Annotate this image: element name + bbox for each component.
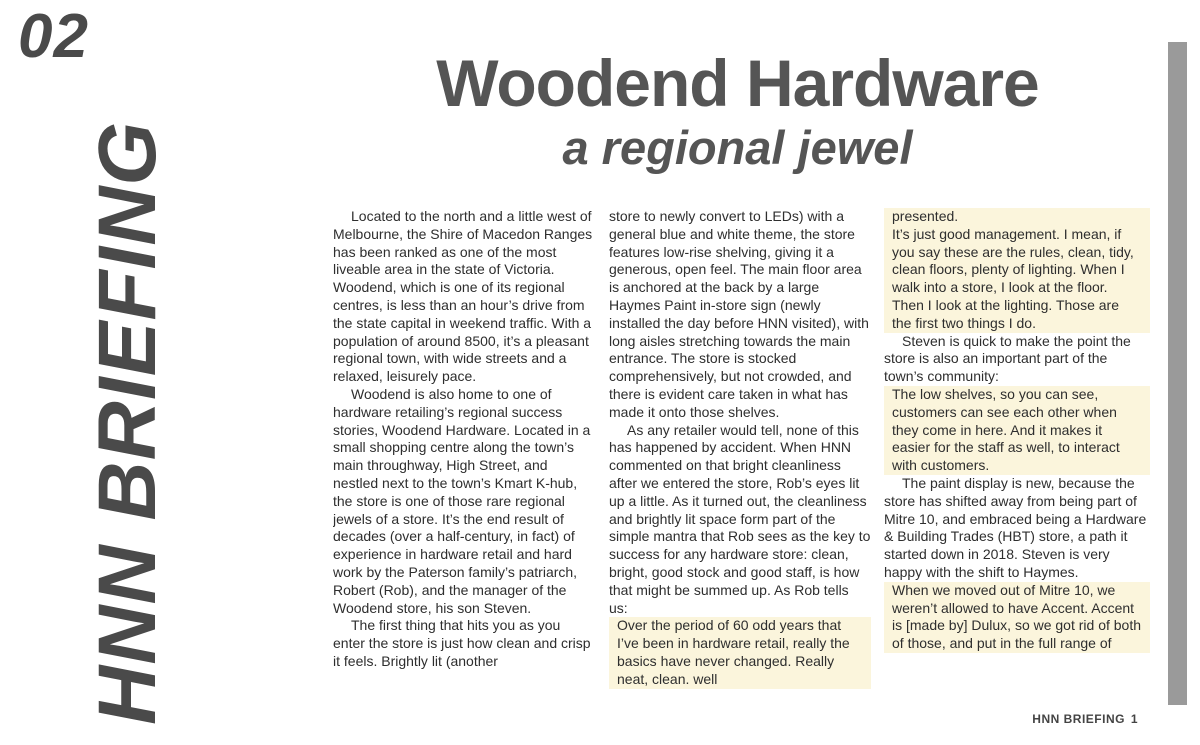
pull-quote: presented. — [884, 208, 1150, 226]
paragraph: Steven is quick to make the point the store is also an important part of the town’s community: — [884, 332, 1131, 385]
page-number: 1 — [1130, 712, 1138, 726]
text-column-1 — [333, 208, 595, 708]
article-title: Woodend Hardware — [436, 46, 1039, 120]
paragraph: The first thing that hits you as you enter the store is just how clean and crisp it feels. Brightly lit (another — [333, 617, 591, 669]
side-banner: HNN BRIEFING — [82, 120, 173, 725]
article-subtitle: a regional jewel — [562, 121, 913, 174]
footer-label: HNN BRIEFING — [1032, 712, 1125, 726]
page-footer — [1030, 712, 1138, 726]
section-number: 02 — [18, 2, 89, 71]
text-column-3 — [884, 208, 1150, 708]
pull-quote: Over the period of 60 odd years that I’ve been in hardware retail, really the basics have never changed. Really neat, clean. well — [609, 617, 871, 688]
paragraph: Woodend is also home to one of hardware retailing’s regional success stories, Woodend Hardware. Located in a small shopping centre along the town’s main throughway, High Street, and nestled next to the town’s Kmart K-hub, the store is one of those rare regional jewels of a store. It’s the end result of decades (over a half-century, in fact) of experience in hardware retail and hard work by the Paterson family’s patriarch, Robert (Rob), and the manager of the Woodend store, his son Steven. — [333, 385, 591, 616]
pull-quote: When we moved out of Mitre 10, we weren’t allowed to have Accent. Accent is [made by] Dulux, so we got rid of both of those, and put in the full range of — [884, 582, 1150, 653]
paragraph: The paint display is new, because the store has shifted away from being part of Mitre 10, and embraced being a Hardware & Building Trades (HBT) store, a path it started down in 2018. Steven is very happy with the shift to Haymes. — [884, 474, 1147, 580]
text-column-2 — [609, 208, 871, 708]
paragraph: Located to the north and a little west of Melbourne, the Shire of Macedon Ranges has been ranked as one of the most liveable area in the state of Victoria. Woodend, which is one of its regional centres, is less than an hour’s drive from the state capital in weekend traffic. With a population of around 8500, it’s a pleasant regional town, with wide streets and a relaxed, leisurely pace. — [333, 208, 593, 385]
paragraph: store to newly convert to LEDs) with a general blue and white theme, the store features low-rise shelving, giving it a generous, open feel. The main floor area is anchored at the back by a large Haymes Paint in-store sign (newly installed the day before HNN visited), with long aisles stretching towards the main entrance. The store is stocked comprehensively, but not crowded, and there is evident care taken in what has made it onto those shelves. — [609, 208, 869, 420]
pull-quote: It’s just good management. I mean, if you say these are the rules, clean, tidy, clean floors, plenty of lighting. When I walk into a store, I look at the floor. Then I look at the lighting. Those are the first two things I do. — [884, 226, 1150, 333]
pull-quote: The low shelves, so you can see, customers can see each other when they come in here. And it makes it easier for the staff as well, to interact with customers. — [884, 386, 1150, 475]
right-edge-bar — [1168, 42, 1187, 705]
paragraph: As any retailer would tell, none of this has happened by accident. When HNN commented on that bright cleanliness after we entered the store, Rob’s eyes lit up a little. As it turned out, the cleanliness and brightly lit space form part of the simple mantra that Rob sees as the key to success for any hardware store: clean, bright, good stock and good staff, is how that might be summed up. As Rob tells us: — [609, 421, 871, 616]
